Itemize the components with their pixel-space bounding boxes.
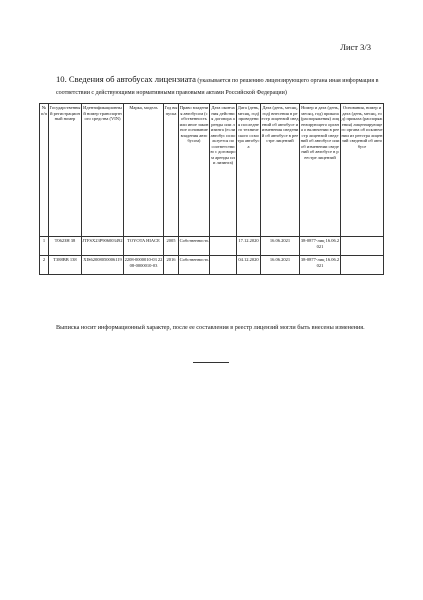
table-cell: XIS62008050006119 [82, 256, 124, 275]
table-cell: 16.06.2021 [261, 237, 300, 256]
buses-table [39, 103, 384, 275]
table-cell: Т388ВВ 138 [49, 256, 82, 275]
table-cell [210, 237, 237, 256]
section-title-lead: 10. Сведения об автобусах лицензиата [56, 74, 196, 84]
table-cell [210, 256, 237, 275]
table-cell: 17.12.2020 [237, 237, 261, 256]
header-cell: Право владения автобусом (собственность или иное законное основание владения автобусом) [179, 104, 210, 237]
header-cell: Идентификационный номер транспортного средства (VIN) [82, 104, 124, 237]
table-cell: 16.06.2021 [261, 256, 300, 275]
header-cell: № п/п [40, 104, 49, 237]
header-cell: Дата окончания действия договора аренды или лизинга (если автобус используется по соответствию с договором аренды или лизинга) [210, 104, 237, 237]
header-cell: Год выпуска [164, 104, 179, 237]
header-cell: Дата (день, месяц, год) проведения последнего технического осмотра автобуса [237, 104, 261, 237]
table-cell: 2 [40, 256, 49, 275]
header-cell: Государственный регистрационный номер [49, 104, 82, 237]
table-cell: Собственность [179, 237, 210, 256]
table-cell: Т062ЗН 38 [49, 237, 82, 256]
table-cell: 1 [40, 237, 49, 256]
table-cell: 04.12.2020 [237, 256, 261, 275]
header-cell: Основания, номер и дата (день, месяц, год) приказа (распоряжения) лицензирующего органа об исключении из реестра лицензий сведений об автобусе [341, 104, 384, 237]
section-title-note: (указывается по решению лицензирующего органа иная информация в соответствии с действующими нормативными правовыми актами Российской Федерации) [56, 78, 379, 96]
footnote: Выписка носит информационный характер, после ее составления в реестр лицензий могли быть внесены изменения. [56, 324, 365, 331]
table-header-row [40, 104, 384, 237]
table-cell: 38-0877-лиц 16.06.2021 [300, 237, 341, 256]
table-cell: 2208-0000010-03 2208-0000010-03 [124, 256, 164, 275]
signature-line [193, 362, 229, 363]
table-cell: JTFSX23P906003492 [82, 237, 124, 256]
table-row [40, 237, 384, 256]
header-cell: Дата (день, месяц, год) внесения в реестр лицензий сведений об автобусе и изменения сведений об автобусе в реестре лицензий [261, 104, 300, 237]
table-cell [341, 237, 384, 256]
table-cell: Собственность [179, 256, 210, 275]
table-cell: 38-0877-лиц 16.06.2021 [300, 256, 341, 275]
table-row [40, 256, 384, 275]
section-title [56, 75, 386, 98]
table-cell: TOYOTA HIACE [124, 237, 164, 256]
header-cell: Номер и дата (день, месяц, год) приказа (распоряжения) лицензирующего органа о включении в реестр лицензий сведений об автобусе или об изменении сведений об автобусе в реестре лицензий [300, 104, 341, 237]
header-cell: Марка, модель [124, 104, 164, 237]
table-cell: 2005 [164, 237, 179, 256]
table-cell [341, 256, 384, 275]
table-cell: 2016 [164, 256, 179, 275]
page-number-label: Лист 3/3 [340, 42, 371, 52]
